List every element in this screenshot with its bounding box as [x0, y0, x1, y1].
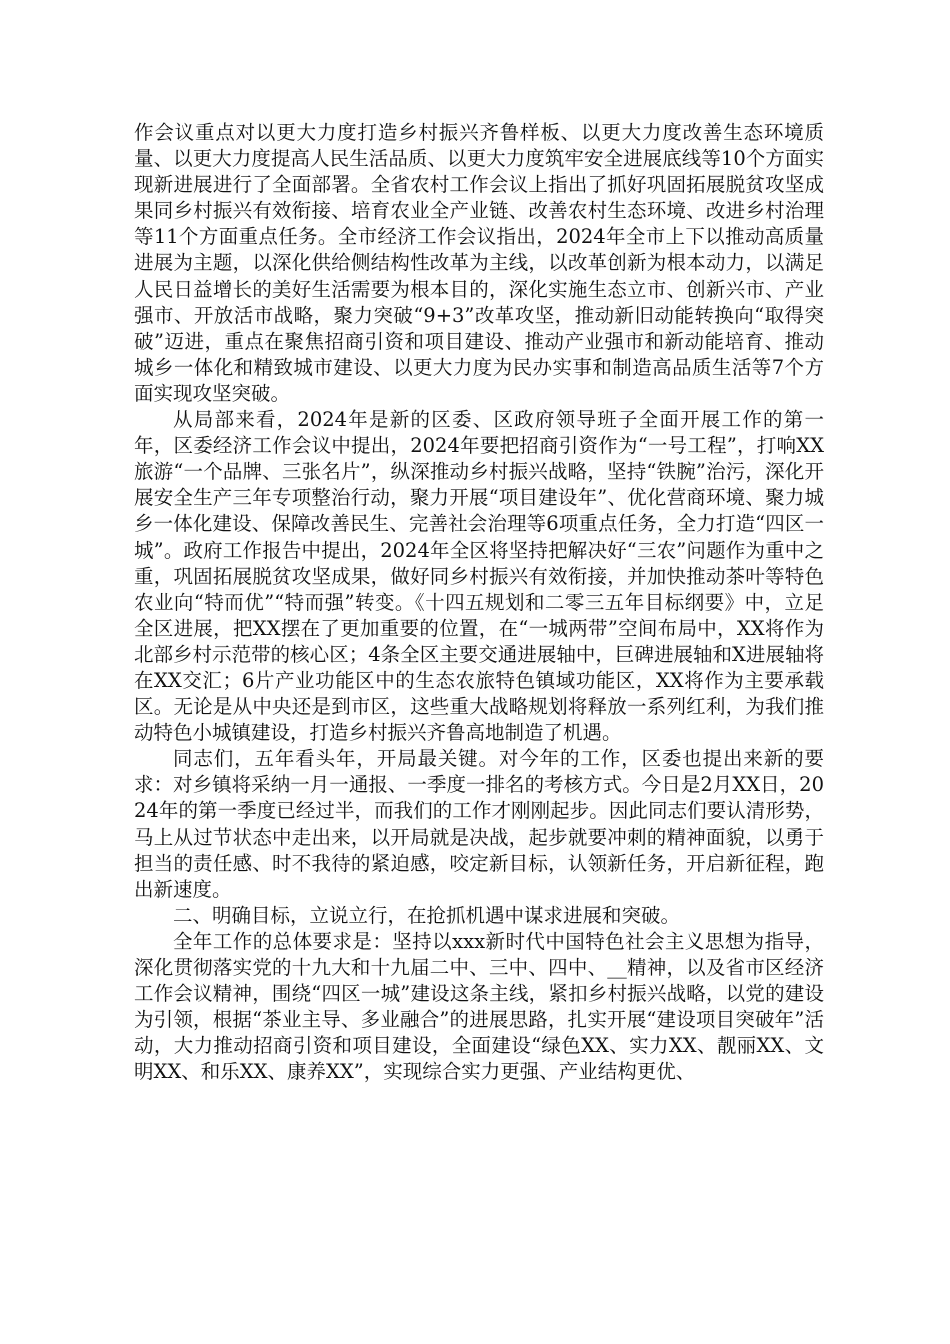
paragraph-local-situation: 从局部来看，2024年是新的区委、区政府领导班子全面开展工作的第一年，区委经济工作会议中提出，2024年要把招商引资作为“一号工程”，打响XX旅游“一个品牌、三张名片”，纵深推动乡村振兴战略，坚持“铁腕”治污，深化开展安全生产三年专项整治行动，聚力开展“项目建设年”、优化营商环境、聚力城乡一体化建设、保障改善民生、完善社会治理等6项重点任务，全力打造“四区一城”。政府工作报告中提出，2024年全区将坚持把解决好“三农”问题作为重中之重，巩固拓展脱贫攻坚成果，做好同乡村振兴有效衔接，并加快推动茶叶等特色农业向“特而优”“特而强”转变。《十四五规划和二零三五年目标纲要》中，立足全区进展，把XX摆在了更加重要的位置，在“一城两带”空间布局中，XX将作为北部乡村示范带的核心区；4条全区主要交通进展轴中，巨碑进展轴和X进展轴将在XX交汇；6片产业功能区中的生态农旅特色镇域功能区，XX将作为主要承载区。无论是从中央还是到市区，这些重大战略规划将释放一系列红利，为我们推动特色小城镇建设，打造乡村振兴齐鲁高地制造了机遇。: [134, 408, 824, 745]
section-heading-goals: 二、明确目标，立说立行，在抢抓机遇中谋求进展和突破。: [173, 903, 681, 927]
document-body: [134, 120, 824, 1085]
paragraph-comrades-appeal: 同志们，五年看头年，开局最关键。对今年的工作，区委也提出来新的要求：对乡镇将采纳一月一通报、一季度一排名的考核方式。今日是2月XX日，2024年的第一季度已经过半，而我们的工作才刚刚起步。因此同志们要认清形势，马上从过节状态中走出来，以开局就是决战，起步就要冲刺的精神面貌，以勇于担当的责任感、时不我待的紧迫感，咬定新目标，认领新任务，开启新征程，跑出新速度。: [134, 747, 824, 901]
paragraph-meetings-overview: 作会议重点对以更大力度打造乡村振兴齐鲁样板、以更大力度改善生态环境质量、以更大力度提高人民生活品质、以更大力度筑牢安全进展底线等10个方面实现新进展进行了全面部署。全省农村工作会议上指出了抓好巩固拓展脱贫攻坚成果同乡村振兴有效衔接、培育农业全产业链、改善农村生态环境、改进乡村治理等11个方面重点任务。全市经济工作会议指出，2024年全市上下以推动高质量进展为主题，以深化供给侧结构性改革为主线，以改革创新为根本动力，以满足人民日益增长的美好生活需要为根本目的，深化实施生态立市、创新兴市、产业强市、开放活市战略，聚力突破“9+3”改革攻坚，推动新旧动能转换向“取得突破”迈进，重点在聚焦招商引资和项目建设、推动产业强市和新动能培育、推动城乡一体化和精致城市建设、以更大力度为民办实事和制造高品质生活等7个方面实现攻坚突破。: [134, 121, 824, 405]
paragraph-overall-requirements: 全年工作的总体要求是：坚持以xxx新时代中国特色社会主义思想为指导，深化贯彻落实党的十九大和十九届二中、三中、四中、__精神，以及省市区经济工作会议精神，围绕“四区一城”建设这条主线，紧扣乡村振兴战略，以党的建设为引领，根据“茶业主导、多业融合”的进展思路，扎实开展“建设项目突破年”活动，大力推动招商引资和项目建设，全面建设“绿色XX、实力XX、靓丽XX、文明XX、和乐XX、康养XX”，实现综合实力更强、产业结构更优、: [134, 929, 824, 1084]
